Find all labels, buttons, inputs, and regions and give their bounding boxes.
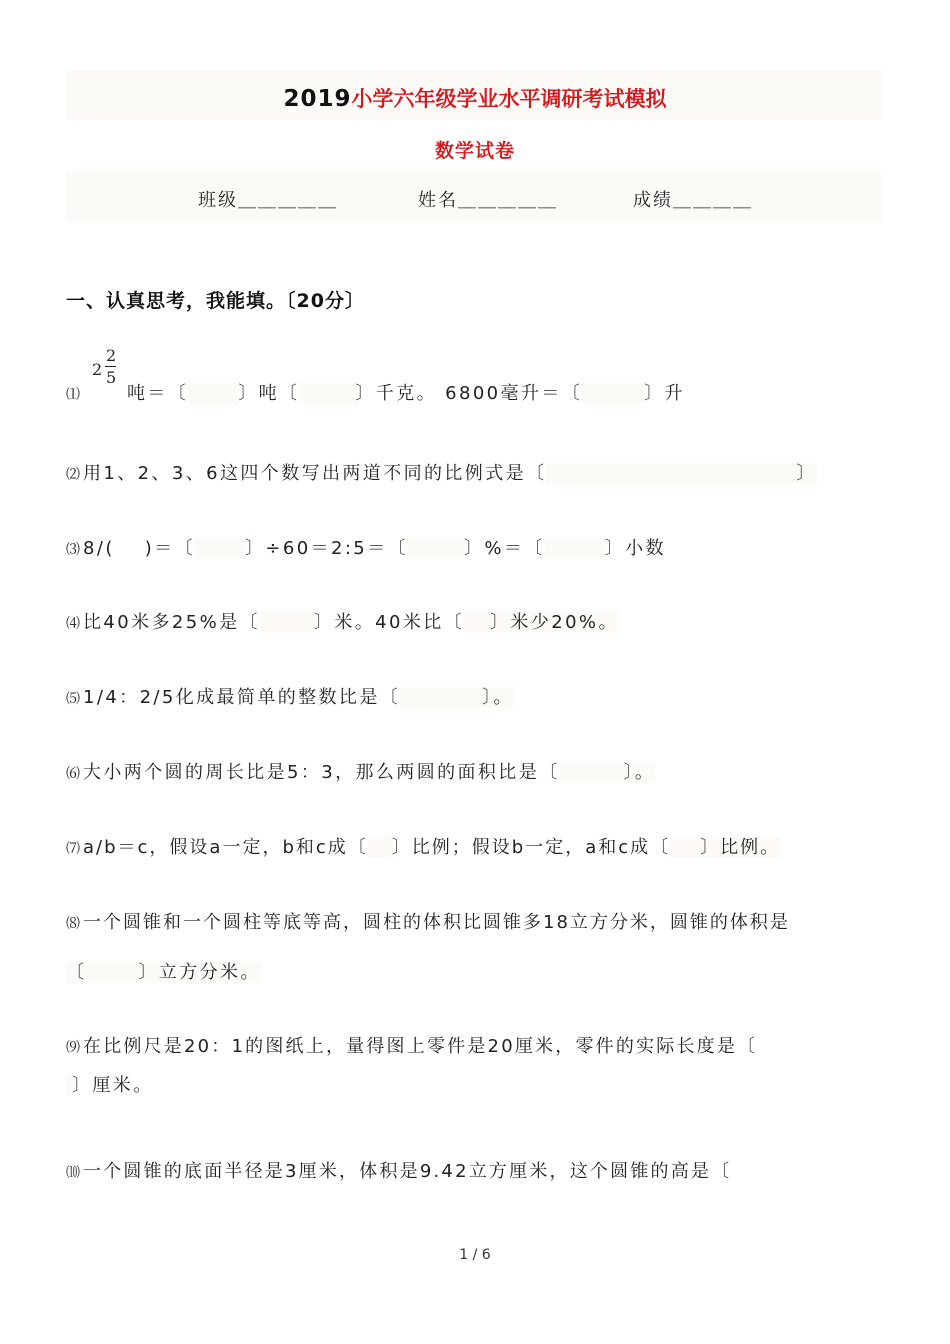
question-7: ⑺ a/b＝c，假设a一定，b和c成〔 〕比例；假设b一定，a和c成〔 〕比例。 [66, 837, 781, 858]
page-number: 1 / 6 [459, 1247, 491, 1263]
answer-blank[interactable] [560, 762, 624, 783]
question-8: ⑻ 一个圆锥和一个圆柱等底等高，圆柱的体积比圆锥多18立方分米，圆锥的体积是 [66, 912, 790, 933]
question-1: ⑴ 吨＝〔 〕吨〔 〕千克。 6800毫升＝〔 〕升 [66, 383, 685, 404]
fraction-whole: 2 [92, 360, 103, 379]
question-number: ⑷ [66, 616, 80, 632]
question-number: ⑶ [66, 542, 80, 558]
question-4: ⑷ 比40米多25%是〔 〕米。40米比〔 〕米少20%。 [66, 612, 619, 633]
page-title [0, 83, 950, 113]
question-number: ⑹ [66, 766, 80, 782]
answer-blank[interactable] [86, 962, 138, 983]
answer-blank[interactable] [670, 837, 700, 858]
question-number: ⑼ [66, 1040, 80, 1056]
title-year: 2019 [283, 86, 352, 112]
answer-blank[interactable] [115, 538, 145, 559]
question-2: ⑵ 用1、2、3、6这四个数写出两道不同的比例式是〔 〕 [66, 463, 817, 484]
name-field[interactable]: 姓名＿＿＿＿＿ [418, 190, 558, 211]
fraction-bar [105, 366, 116, 367]
question-number: ⑵ [66, 467, 80, 483]
question-number: ⑽ [66, 1165, 80, 1181]
score-field[interactable]: 成绩＿＿＿＿ [633, 190, 753, 211]
question-3: ⑶ 8/( )＝〔 〕÷60＝2:5＝〔 〕%＝〔 〕小数 [66, 538, 666, 559]
question-number: ⑴ [66, 387, 80, 403]
answer-blank[interactable] [545, 538, 605, 559]
question-9-line-2: 〕厘米。 [66, 1071, 154, 1097]
answer-blank[interactable] [464, 612, 490, 633]
question-6: ⑹ 大小两个圆的周长比是5：3，那么两圆的面积比是〔 〕。 [66, 762, 656, 783]
class-field[interactable]: 班级＿＿＿＿＿ [198, 190, 338, 211]
answer-blank[interactable] [195, 538, 245, 559]
page-subtitle: 数学试卷 [434, 140, 515, 162]
answer-blank[interactable] [400, 687, 482, 708]
section-heading: 一、认真思考，我能填。〔20分〕 [66, 290, 365, 312]
title-text: 小学六年级学业水平调研考试模拟 [351, 87, 667, 111]
question-5: ⑸ 1/4：2/5化成最简单的整数比是〔 〕。 [66, 687, 514, 708]
question-9: ⑼ 在比例尺是20：1的图纸上，量得图上零件是20厘米，零件的实际长度是〔 [66, 1036, 758, 1057]
question-number: ⑻ [66, 916, 80, 932]
answer-blank[interactable] [546, 463, 796, 484]
question-number: ⑸ [66, 691, 80, 707]
answer-blank[interactable] [582, 383, 644, 404]
question-8-line-2: 〔 〕立方分米。 [66, 962, 261, 983]
answer-blank[interactable] [299, 383, 355, 404]
answer-blank[interactable] [260, 612, 314, 633]
question-number: ⑺ [66, 841, 80, 857]
answer-blank[interactable] [368, 837, 392, 858]
question-10: ⑽ 一个圆锥的底面半径是3厘米，体积是9.42立方厘米，这个圆锥的高是〔 [66, 1161, 732, 1182]
fraction-denominator: 5 [106, 368, 117, 387]
answer-blank[interactable] [408, 538, 464, 559]
fraction-numerator: 2 [106, 346, 117, 365]
answer-blank[interactable] [188, 383, 238, 404]
